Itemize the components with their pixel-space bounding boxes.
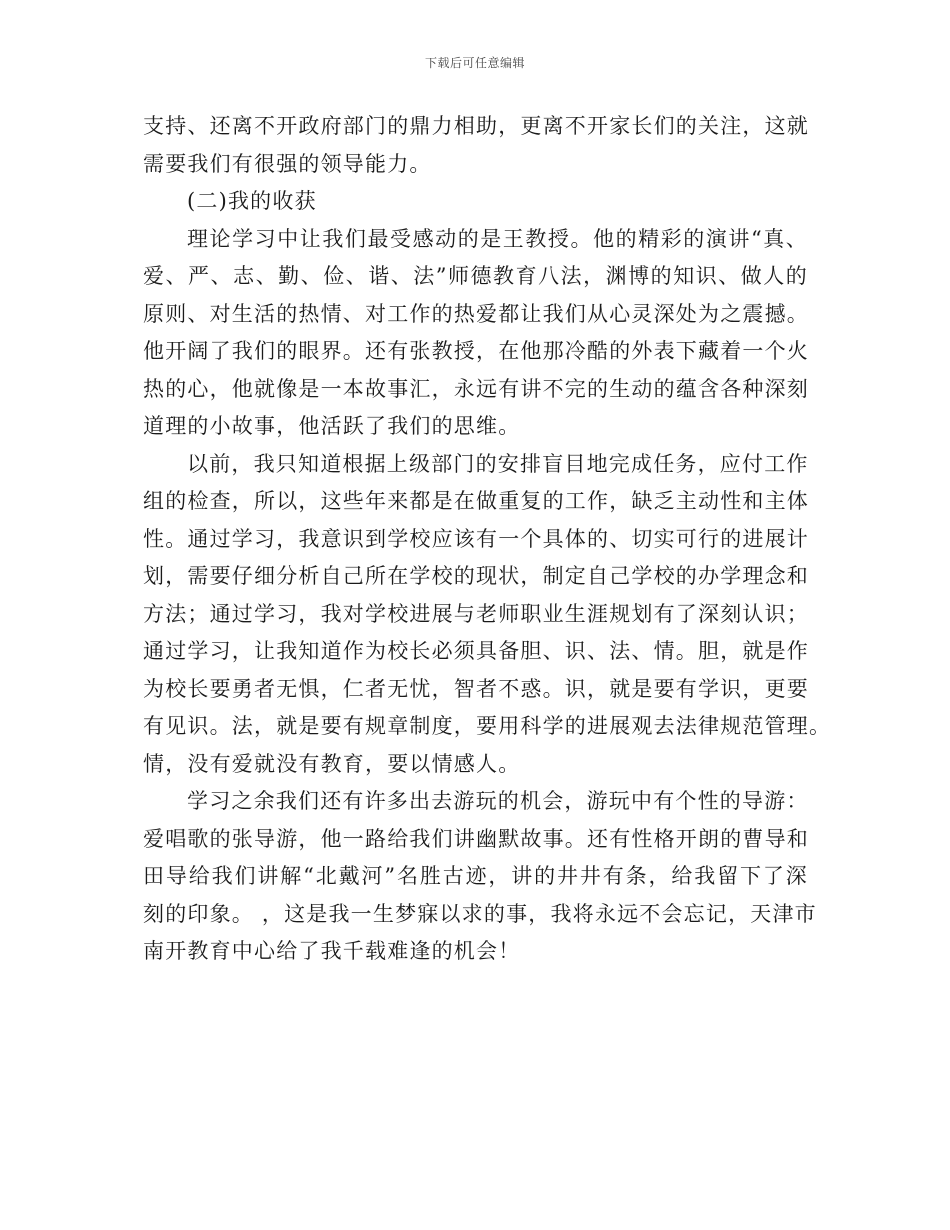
text-line: 学习之余我们还有许多出去游玩的机会，游玩中有个性的导游：	[187, 789, 809, 813]
text-line: 原则、对生活的热情、对工作的热爱都让我们从心灵深处为之震撼。	[143, 301, 809, 326]
text-line: 南开教育中心给了我千载难逢的机会！	[143, 939, 521, 963]
text-line: 划，需要仔细分析自己所在学校的现状，制定自己学校的办学理念和	[143, 564, 809, 588]
text-line: 爱唱歌的张导游，他一路给我们讲幽默故事。还有性格开朗的曹导和	[143, 826, 809, 851]
text-line: 方法；通过学习，我对学校进展与老师职业生涯规划有了深刻认识；	[143, 601, 809, 626]
text-line: 热的心，他就像是一本故事汇，永远有讲不完的生动的蕴含各种深刻	[143, 376, 809, 401]
text-line: (二)我的收获	[187, 189, 317, 213]
text-line: 他开阔了我们的眼界。还有张教授，在他那冷酷的外表下藏着一个火	[143, 339, 809, 363]
text-line: 性。通过学习，我意识到学校应该有一个具体的、切实可行的进展计	[143, 526, 809, 551]
text-line: 通过学习，让我知道作为校长必须具备胆、识、法、情。胆，就是作	[143, 639, 809, 663]
document-body	[143, 108, 832, 971]
text-line: 理论学习中让我们最受感动的是王教授。他的精彩的演讲“真、	[187, 226, 808, 251]
text-line: 支持、还离不开政府部门的鼎力相助，更离不开家长们的关注，这就	[143, 114, 809, 138]
text-line: 组的检查，所以，这些年来都是在做重复的工作，缺乏主动性和主体	[143, 489, 809, 513]
text-line: 需要我们有很强的领导能力。	[143, 151, 432, 176]
text-line: 爱、严、志、勤、俭、谐、法”师德教育八法，渊博的知识、做人的	[143, 264, 808, 288]
page-header-note: 下载后可任意编辑	[424, 56, 525, 70]
text-line: 道理的小故事，他活跃了我们的思维。	[143, 414, 521, 438]
text-line: 情，没有爱就没有教育，要以情感人。	[143, 751, 521, 776]
text-line: 有见识。法，就是要有规章制度，要用科学的进展观去法律规范管理。	[143, 714, 832, 738]
text-line: 田导给我们讲解“北戴河”名胜古迹，讲的井井有条，给我留下了深	[143, 864, 808, 888]
text-line: 刻的印象。 ，这是我一生梦寐以求的事，我将永远不会忘记，天津市	[143, 901, 817, 926]
text-line: 为校长要勇者无惧，仁者无忧，智者不惑。识，就是要有学识，更要	[143, 676, 809, 701]
text-line: 以前，我只知道根据上级部门的安排盲目地完成任务，应付工作	[187, 451, 809, 476]
